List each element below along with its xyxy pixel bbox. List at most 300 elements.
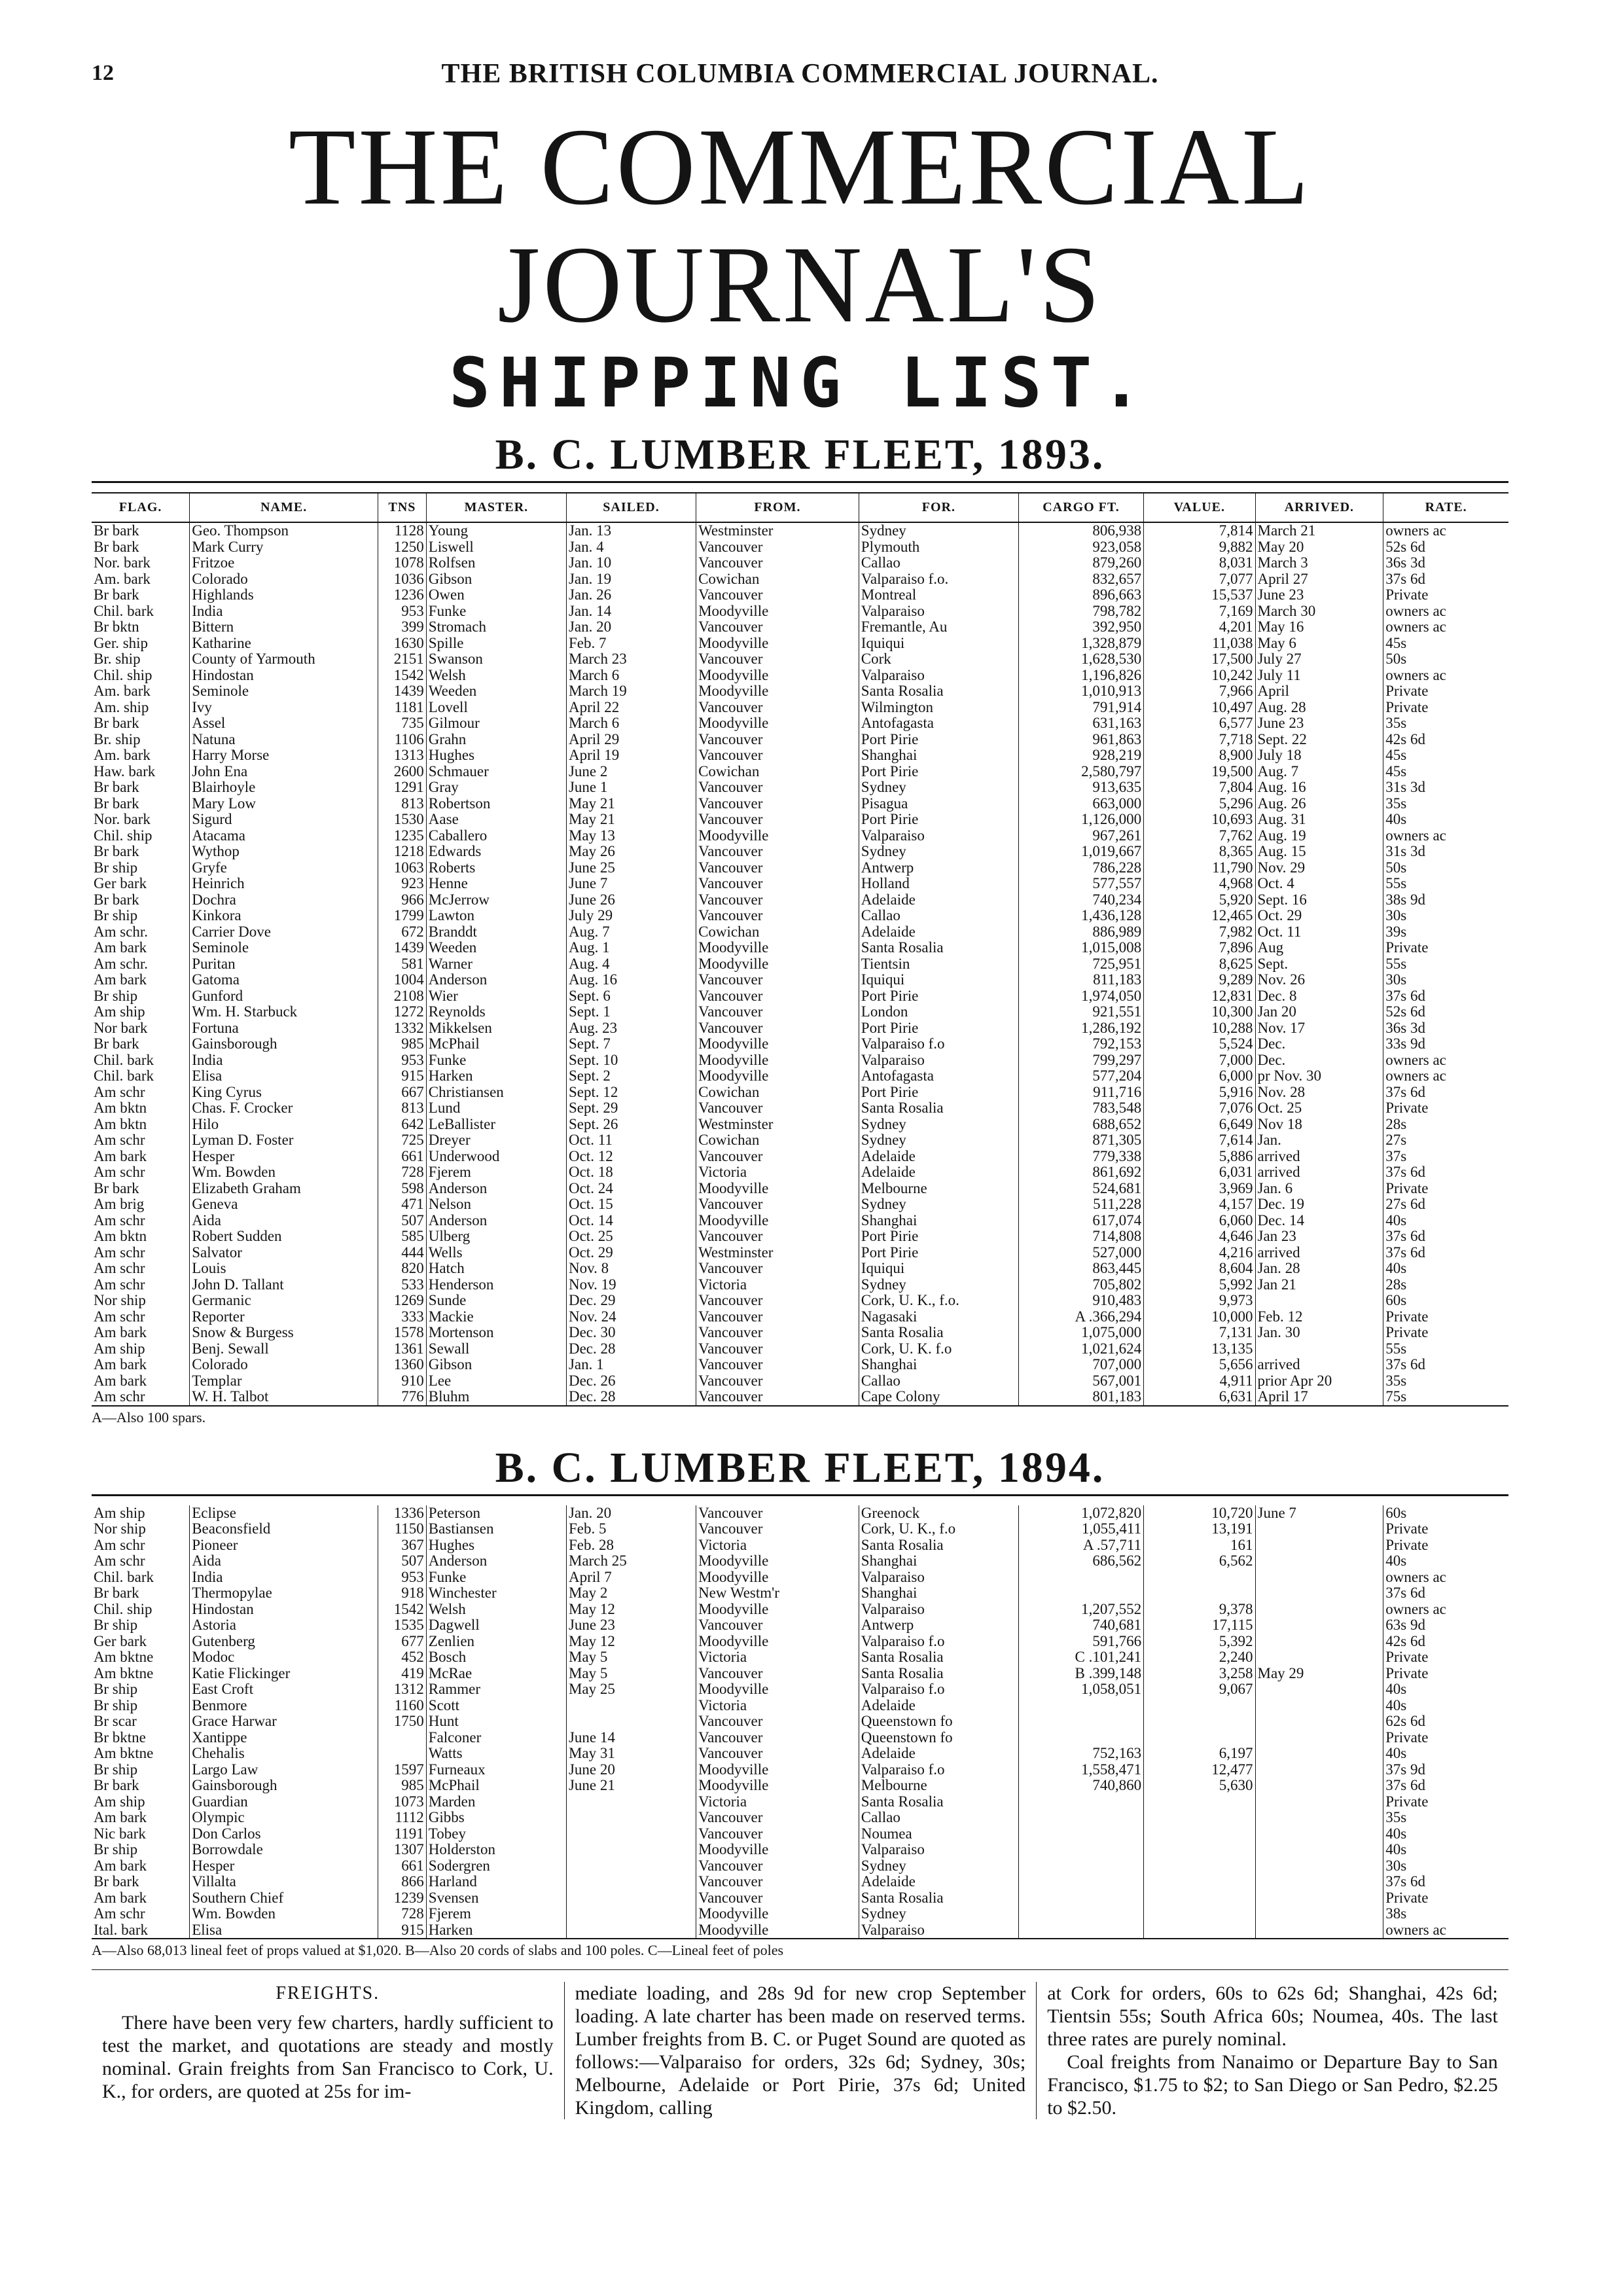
table-row [92,715,1508,732]
table-cell [566,1874,696,1890]
table-cell: 1,058,051 [1018,1681,1143,1698]
table-cell: Nov. 26 [1255,972,1383,988]
table-cell: Am schr [94,1084,145,1100]
table-cell: Oct. 25 [566,1229,696,1245]
table-cell [1144,1713,1255,1730]
table-cell [1018,1922,1143,1939]
fleet-1894-rows [92,1505,1508,1939]
table-cell: Santa Rosalia [859,1890,1018,1907]
table-row [92,1730,1508,1746]
freights-paragraph-3: at Cork for orders, 60s to 62s 6d; Shanghai, 42s 6d; Tientsin 55s; South Africa 60s; Noumea, 40s. The last three rates are purely nominal. [1047,1982,1498,2050]
table-cell: 1750 [378,1713,427,1730]
table-cell: Vancouver [696,1357,859,1373]
table-cell: A .57,711 [1018,1537,1143,1554]
table-cell: Valparaiso f.o [859,1634,1018,1650]
table-cell [378,1746,427,1762]
table-cell: Iquiqui [859,1261,1018,1277]
table-cell: 471 [378,1196,427,1213]
table-cell: 799,297 [1018,1052,1143,1069]
table-cell: 5,656 [1144,1357,1255,1373]
table-cell: arrived [1255,1149,1383,1165]
table-cell: Vancouver [696,844,859,860]
table-cell: Br bark [94,715,139,732]
table-cell: 4,216 [1144,1245,1255,1261]
table-cell: 1542 [378,668,427,684]
column-header: FROM. [696,493,859,522]
table-cell: 786,228 [1018,860,1143,876]
table-cell: April 7 [566,1570,696,1586]
table-row [92,1196,1508,1213]
table-cell: Cowichan [696,1085,859,1101]
table-cell: May 29 [1255,1666,1383,1682]
table-cell: Nor. bark [94,555,151,571]
table-cell: Aug. 1 [566,940,696,956]
table-cell: 5,992 [1144,1277,1255,1293]
table-row [92,651,1508,668]
table-cell: 507 [378,1553,427,1570]
table-cell: Chas. F. Crocker [190,1100,378,1117]
table-cell: Benmore [190,1698,378,1714]
table-row [92,1858,1508,1874]
table-cell: London [859,1004,1018,1020]
table-cell: 444 [378,1245,427,1261]
table-cell: 40s [1383,812,1508,828]
table-cell: 527,000 [1018,1245,1143,1261]
table-cell: Port Pirie [859,732,1018,748]
table-cell: 11,038 [1144,636,1255,652]
table-cell: 663,000 [1018,796,1143,812]
table-row [92,1762,1508,1778]
table-cell: Private [1383,587,1508,603]
table-cell: Sewall [426,1341,566,1357]
table-cell: 37s 6d [1383,1585,1508,1602]
table-cell: Kinkora [190,908,378,924]
table-cell: 1128 [378,522,427,539]
table-cell: Westminster [696,522,859,539]
table-cell: Lovell [426,700,566,716]
table-cell: 35s [1383,1810,1508,1826]
table-cell: Am schr [94,1537,145,1553]
table-cell: Mikkelsen [426,1020,566,1037]
table-cell: Valparaiso [859,828,1018,844]
table-cell: Highlands [190,587,378,603]
table-cell: Sydney [859,1132,1018,1149]
table-cell: Victoria [696,1537,859,1554]
table-cell: 1542 [378,1602,427,1618]
table-cell: Callao [859,1373,1018,1390]
table-cell: Moodyville [696,1842,859,1858]
table-cell: 672 [378,924,427,941]
table-cell [1144,1730,1255,1746]
table-cell: 40s [1383,1698,1508,1714]
table-cell: 1,207,552 [1018,1602,1143,1618]
table-cell [1255,1826,1383,1842]
table-cell: Sydney [859,1906,1018,1922]
table-cell: Vancouver [696,1858,859,1874]
table-cell: 7,982 [1144,924,1255,941]
table-cell: Holderston [426,1842,566,1858]
table-cell [1255,1842,1383,1858]
table-cell: Shanghai [859,747,1018,764]
table-cell: Reporter [190,1309,378,1325]
table-cell: 1191 [378,1826,427,1842]
table-cell: Aug. 7 [1255,764,1383,780]
table-cell: India [190,603,378,620]
table-cell: 50s [1383,860,1508,876]
table-cell: 367 [378,1537,427,1554]
table-row [92,747,1508,764]
table-cell: Weeden [426,683,566,700]
table-cell: Lund [426,1100,566,1117]
table-row [92,924,1508,941]
table-cell: 811,183 [1018,972,1143,988]
table-cell: Private [1383,1325,1508,1341]
table-cell: 7,966 [1144,683,1255,700]
table-cell: Sigurd [190,812,378,828]
table-cell: 918 [378,1585,427,1602]
table-cell: 6,631 [1144,1389,1255,1406]
table-cell: Melbourne [859,1778,1018,1794]
table-cell [1255,1922,1383,1939]
table-cell: Antwerp [859,860,1018,876]
table-cell: Aida [190,1213,378,1229]
table-cell: Ital. bark [92,1922,190,1939]
table-cell: Elisa [190,1068,378,1085]
table-cell: Feb. 5 [566,1521,696,1537]
table-cell: 1106 [378,732,427,748]
table-cell: 36s 3d [1383,555,1508,571]
table-cell: 714,808 [1018,1229,1143,1245]
table-cell: Private [1383,1794,1508,1810]
table-row [92,1794,1508,1810]
table-cell: Aug. 26 [1255,796,1383,812]
freights-paragraph-2: mediate loading, and 28s 9d for new crop September loading. A late charter has been made on reserved terms. Lumber freights from B. C. or Puget Sound are quoted as follows:—Valparaiso for orders, 32s 6d; Sydney, 30s; Melbourne, Adelaide or Port Pirie, 37s 6d; United Kingdom, calling [575,1982,1026,2119]
table-cell: Sept. 10 [566,1052,696,1069]
table-cell [1255,1634,1383,1650]
table-cell: 2108 [378,988,427,1005]
table-cell: Victoria [696,1794,859,1810]
table-cell: Funke [426,1052,566,1069]
table-cell: 581 [378,956,427,973]
table-cell: 1360 [378,1357,427,1373]
table-row [92,1100,1508,1117]
table-cell: 9,378 [1144,1602,1255,1618]
table-cell: Port Pirie [859,764,1018,780]
table-cell: May 20 [1255,539,1383,556]
table-cell: 533 [378,1277,427,1293]
table-cell: Oct. 15 [566,1196,696,1213]
table-cell: Moodyville [696,1052,859,1069]
table-cell: owners ac [1383,828,1508,844]
table-cell: Guardian [190,1794,378,1810]
table-cell: Santa Rosalia [859,1666,1018,1682]
table-cell [1144,1858,1255,1874]
table-cell: Fortuna [190,1020,378,1037]
table-cell: Welsh [426,1602,566,1618]
table-cell: County of Yarmouth [190,651,378,668]
table-cell: Jan. 19 [566,571,696,588]
table-cell: A .366,294 [1018,1309,1143,1325]
table-cell: Gatoma [190,972,378,988]
table-cell: Hughes [426,747,566,764]
table-cell: Br bark [94,522,139,539]
table-cell: Moodyville [696,1553,859,1570]
table-cell: Elizabeth Graham [190,1181,378,1197]
table-cell: owners ac [1383,603,1508,620]
table-cell: 40s [1383,1746,1508,1762]
table-cell: Am schr [94,1244,145,1261]
table-cell: 7,814 [1144,522,1255,539]
table-cell: Br bark [94,1036,139,1052]
table-cell: Gilmour [426,715,566,732]
table-cell: 6,000 [1144,1068,1255,1085]
table-cell: 4,201 [1144,619,1255,636]
table-cell: Sunde [426,1293,566,1309]
table-cell [1255,1810,1383,1826]
table-cell: Dochra [190,892,378,908]
table-cell: 2151 [378,651,427,668]
table-cell: 5,296 [1144,796,1255,812]
table-cell: owners ac [1383,1068,1508,1085]
table-cell: 779,338 [1018,1149,1143,1165]
table-row [92,1085,1508,1101]
table-cell: Am schr [94,1553,145,1570]
table-cell: 10,497 [1144,700,1255,716]
table-cell: 792,153 [1018,1036,1143,1052]
table-cell: Moodyville [696,715,859,732]
table-cell: Katharine [190,636,378,652]
table-cell: Gibson [426,1357,566,1373]
table-cell: Dec. 19 [1255,1196,1383,1213]
table-cell: Dec. 14 [1255,1213,1383,1229]
table-cell: 1269 [378,1293,427,1309]
table-cell: May 2 [566,1585,696,1602]
table-cell: Jan 20 [1255,1004,1383,1020]
table-cell [566,1858,696,1874]
table-cell: Jan. 4 [566,539,696,556]
table-cell: 8,900 [1144,747,1255,764]
table-cell: June 2 [566,764,696,780]
table-cell: 2600 [378,764,427,780]
table-cell [1018,1698,1143,1714]
table-cell: Am ship [94,1340,145,1357]
table-row [92,1602,1508,1618]
table-cell: Don Carlos [190,1826,378,1842]
table-cell: 27s 6d [1383,1196,1508,1213]
fleet-1893-table [92,492,1508,1407]
table-cell: Bosch [426,1649,566,1666]
table-cell: 967,261 [1018,828,1143,844]
table-cell: Vancouver [696,700,859,716]
table-cell: 45s [1383,764,1508,780]
table-cell: Aug. 7 [566,924,696,941]
table-cell: Dec. 28 [566,1389,696,1406]
table-cell: Dreyer [426,1132,566,1149]
table-cell [1255,1730,1383,1746]
table-cell: Am bark [94,1372,147,1389]
table-cell: owners ac [1383,668,1508,684]
table-cell: 37s 6d [1383,1245,1508,1261]
table-cell: Br ship [94,859,138,876]
table-cell [1255,1602,1383,1618]
table-cell: Cowichan [696,924,859,941]
table-cell: Vancouver [696,1196,859,1213]
table-cell: Seminole [190,940,378,956]
table-cell: Shanghai [859,1553,1018,1570]
table-cell: Br bark [94,891,139,908]
table-cell: Fjerem [426,1906,566,1922]
table-cell: Seminole [190,683,378,700]
table-cell: 1,974,050 [1018,988,1143,1005]
table-cell: 8,365 [1144,844,1255,860]
table-cell: Westminster [696,1245,859,1261]
table-cell: Vancouver [696,1229,859,1245]
table-cell: Am bark [94,1148,147,1164]
table-cell: 30s [1383,1858,1508,1874]
table-cell: Adelaide [859,1874,1018,1890]
table-cell: 7,896 [1144,940,1255,956]
table-cell: Callao [859,908,1018,924]
table-cell: Fremantle, Au [859,619,1018,636]
table-cell: Sept. 26 [566,1117,696,1133]
table-row [92,1681,1508,1698]
table-cell: Vancouver [696,1505,859,1522]
table-cell: 1181 [378,700,427,716]
fleet-1894-note: A—Also 68,013 lineal feet of props valued at $1,020. B—Also 20 cords of slabs and 100 poles. C—Lineal feet of poles [92,1942,784,1958]
table-cell: East Croft [190,1681,378,1698]
freights-section [92,1969,1508,2119]
table-cell: 707,000 [1018,1357,1143,1373]
table-cell: Jan. 1 [566,1357,696,1373]
table-cell: 6,060 [1144,1213,1255,1229]
table-cell: March 3 [1255,555,1383,571]
table-cell: Valparaiso f.o [859,1036,1018,1052]
table-cell: Am schr. [94,956,149,972]
table-cell: 740,681 [1018,1617,1143,1634]
table-cell: Dec. 29 [566,1293,696,1309]
table-cell: 35s [1383,715,1508,732]
table-cell: Funke [426,1570,566,1586]
table-row [92,1132,1508,1149]
table-cell [1255,1585,1383,1602]
table-cell: 813 [378,1100,427,1117]
table-cell [1255,1778,1383,1794]
table-cell: Katie Flickinger [190,1666,378,1682]
table-cell: 740,234 [1018,892,1143,908]
table-cell: Port Pirie [859,988,1018,1005]
table-cell: Moodyville [696,1181,859,1197]
table-cell [1018,1826,1143,1842]
table-cell: Sydney [859,1277,1018,1293]
table-cell: Sydney [859,1858,1018,1874]
table-cell: Am bark [94,940,147,956]
table-cell: Sept. 1 [566,1004,696,1020]
table-cell: 10,693 [1144,812,1255,828]
table-cell: June 21 [566,1778,696,1794]
table-cell: 1,196,826 [1018,668,1143,684]
table-cell [1144,1570,1255,1586]
table-cell: 5,916 [1144,1085,1255,1101]
table-cell: 45s [1383,636,1508,652]
table-cell: Plymouth [859,539,1018,556]
freights-paragraph-4: Coal freights from Nanaimo or Departure Bay to San Francisco, $1.75 to $2; to San Diego or San Pedro, $2.25 to $2.50. [1047,2051,1498,2119]
table-cell: Anderson [426,1213,566,1229]
table-cell: Private [1383,940,1508,956]
table-cell: Shanghai [859,1585,1018,1602]
table-cell: 39s [1383,924,1508,941]
table-cell: Moodyville [696,668,859,684]
table-cell: 1313 [378,747,427,764]
table-cell: Br ship [94,1761,138,1778]
table-cell: 567,001 [1018,1373,1143,1390]
table-cell [1018,1713,1143,1730]
table-cell: Vancouver [696,1521,859,1537]
table-cell: Aug. 28 [1255,700,1383,716]
table-cell: Moodyville [696,1778,859,1794]
table-cell: 452 [378,1649,427,1666]
table-row [92,539,1508,556]
table-cell: Vancouver [696,1373,859,1390]
table-cell: Sept. [1255,956,1383,973]
table-cell: March 21 [1255,522,1383,539]
table-cell: Valparaiso f.o. [859,571,1018,588]
table-cell: 1336 [378,1505,427,1522]
table-cell: 985 [378,1778,427,1794]
table-cell: 31s 3d [1383,844,1508,860]
table-cell: Oct. 18 [566,1164,696,1181]
table-row [92,812,1508,828]
table-cell: Antofagasta [859,715,1018,732]
table-cell [1255,1570,1383,1586]
table-cell: Am schr [92,1389,190,1406]
fleet-1894-table [92,1505,1508,1940]
table-cell [1144,1906,1255,1922]
table-cell [1144,1826,1255,1842]
table-cell: 42s 6d [1383,732,1508,748]
table-cell: Gainsborough [190,1036,378,1052]
table-cell: 37s 9d [1383,1762,1508,1778]
table-cell: 953 [378,603,427,620]
table-cell [1144,1922,1255,1939]
table-cell: Private [1383,1309,1508,1325]
table-cell: 1439 [378,683,427,700]
table-cell: May 21 [566,812,696,828]
table-row [92,668,1508,684]
table-cell: Private [1383,700,1508,716]
table-cell: Vancouver [696,1309,859,1325]
table-cell: Santa Rosalia [859,1649,1018,1666]
table-cell: May 16 [1255,619,1383,636]
table-cell: 11,790 [1144,860,1255,876]
table-cell: arrived [1255,1245,1383,1261]
table-cell: Westminster [696,1117,859,1133]
table-cell: Vancouver [696,1746,859,1762]
table-cell: Atacama [190,828,378,844]
table-cell: 913,635 [1018,780,1143,796]
table-cell: 40s [1383,1553,1508,1570]
table-cell: Antofagasta [859,1068,1018,1085]
table-cell: Furneaux [426,1762,566,1778]
table-cell: 52s 6d [1383,1004,1508,1020]
table-cell: 1036 [378,571,427,588]
table-cell: 1063 [378,860,427,876]
table-cell: Br ship [94,1842,138,1858]
table-row [92,1617,1508,1634]
table-cell: 1112 [378,1810,427,1826]
table-cell: 7,076 [1144,1100,1255,1117]
table-row [92,1052,1508,1069]
table-cell: Dec. [1255,1036,1383,1052]
